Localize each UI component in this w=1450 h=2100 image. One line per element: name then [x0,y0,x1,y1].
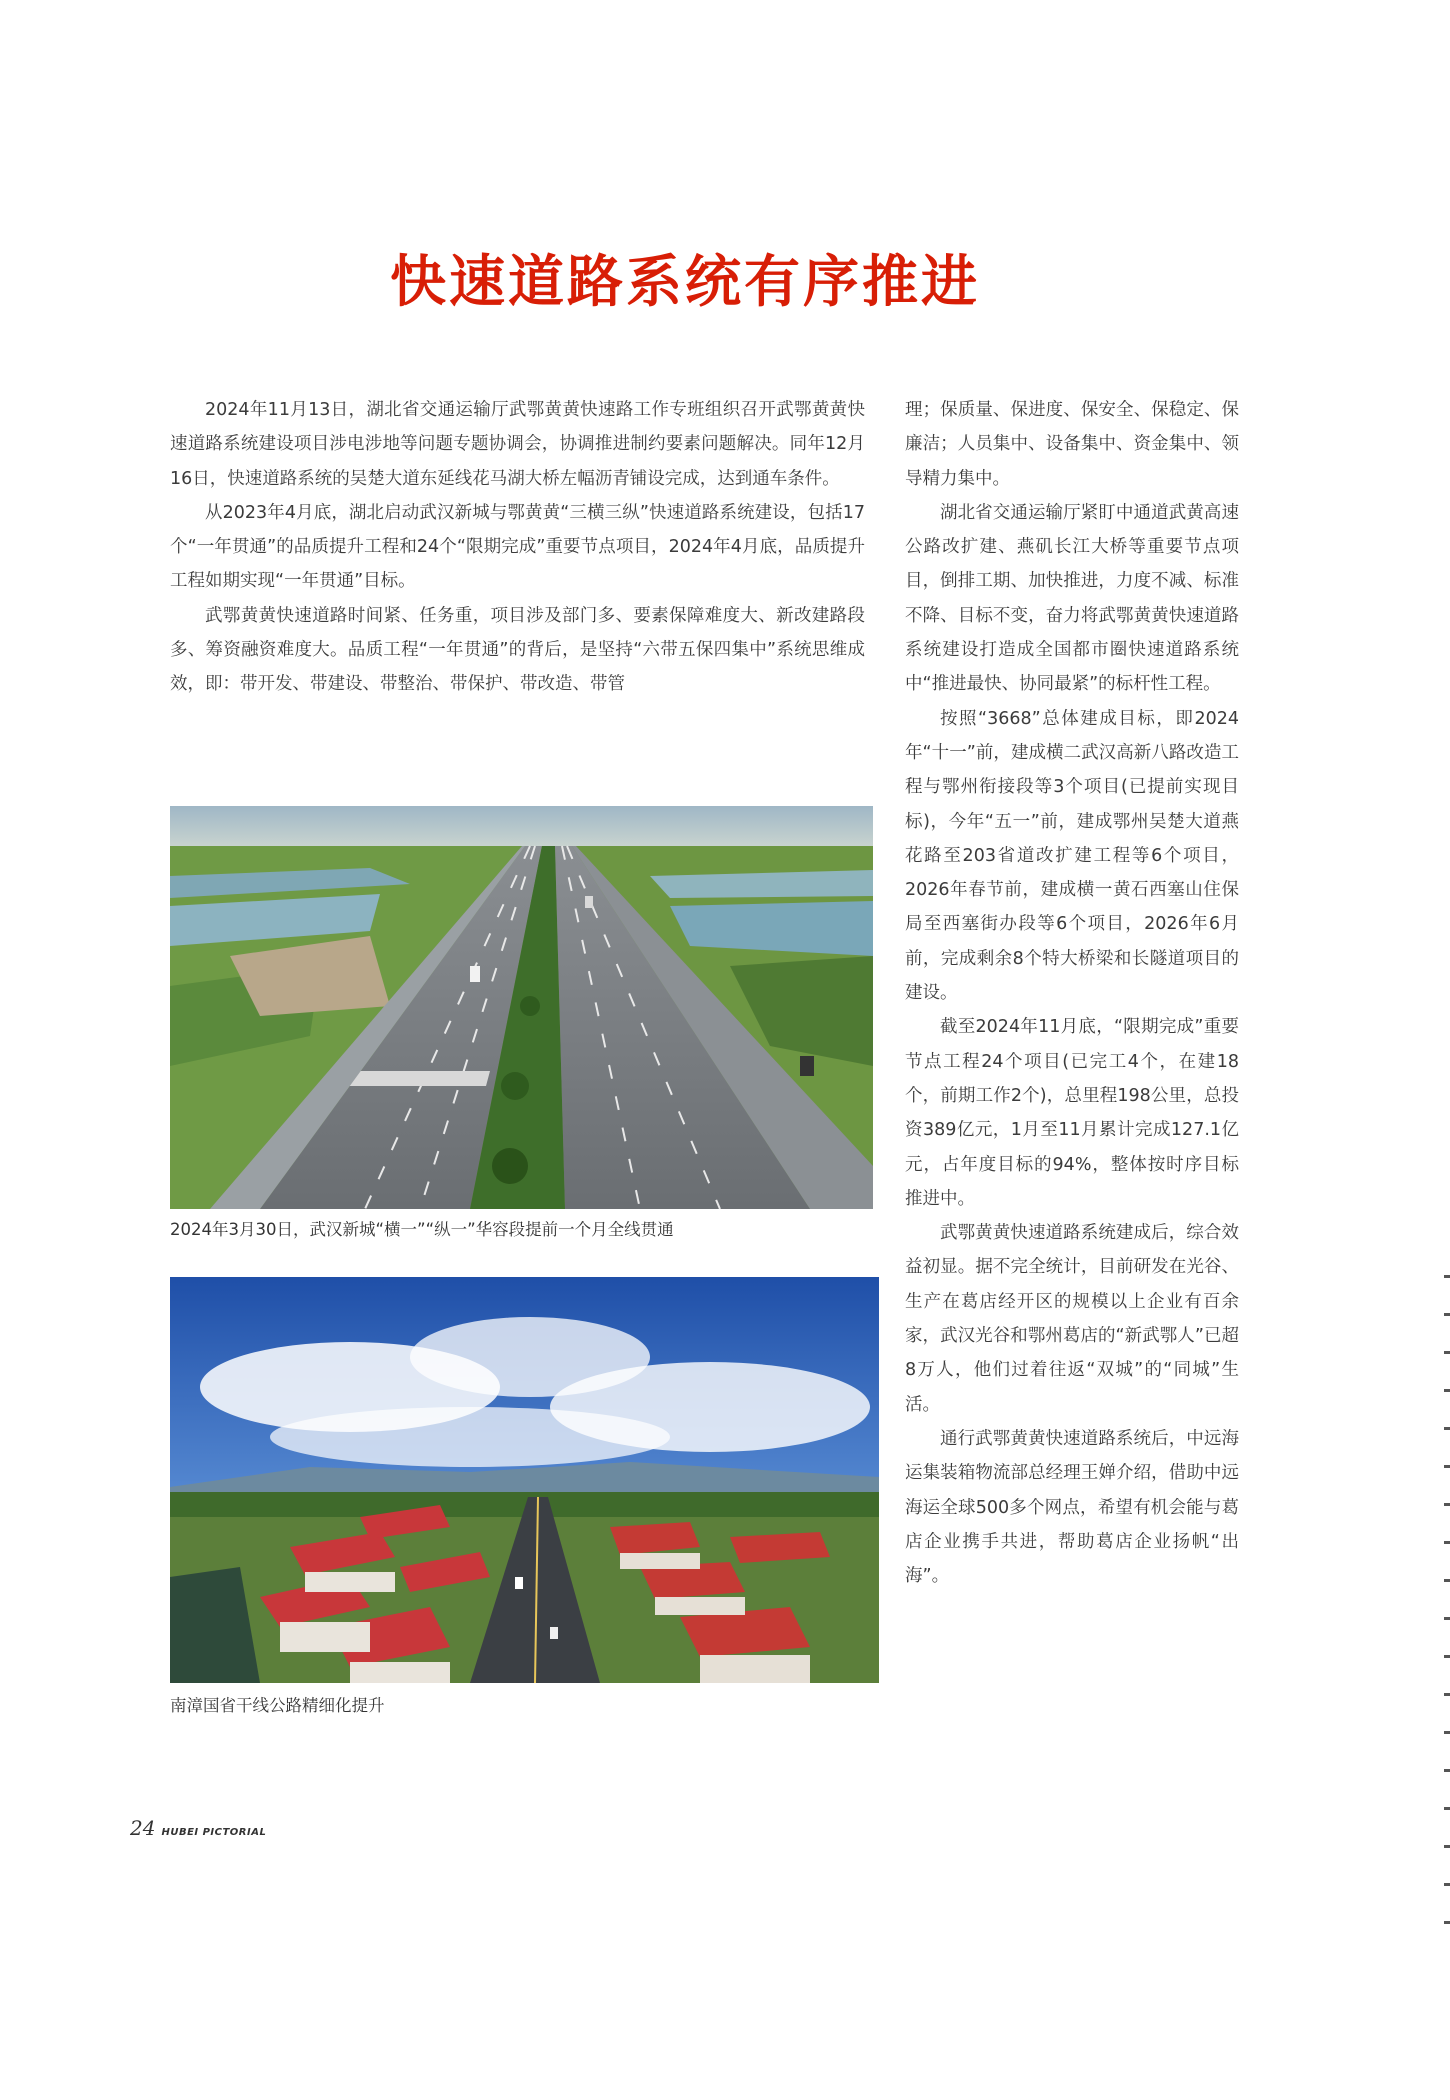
body-paragraph: 武鄂黄黄快速道路时间紧、任务重，项目涉及部门多、要素保障难度大、新改建路段多、筹资融资难度大。品质工程“一年贯通”的背后，是坚持“六带五保四集中”系统思维成效，即：带开发、带建设、带整治、带保护、带改造、带管 [170,605,865,695]
expressway-aerial-photo [170,806,873,1209]
page-number: 24 [130,1816,156,1840]
body-paragraph: 截至2024年11月底，“限期完成”重要节点工程24个项目(已完工4个，在建18个，前期工作2个)，总里程198公里，总投资389亿元，1月至11月累计完成127.1亿元，占年度目标的94%，整体按时序目标推进中。 [905,1017,1239,1209]
body-paragraph: 通行武鄂黄黄快速道路系统后，中远海运集装箱物流部总经理王婵介绍，借助中远海运全球500多个网点，希望有机会能与葛店企业携手共进，帮助葛店企业扬帆“出海”。 [905,1428,1239,1587]
body-paragraph: 从2023年4月底，湖北启动武汉新城与鄂黄黄“三横三纵”快速道路系统建设，包括17个“一年贯通”的品质提升工程和24个“限期完成”重要节点项目，2024年4月底，品质提升工程如期实现“一年贯通”目标。 [170,502,865,592]
photo-caption: 2024年3月30日，武汉新城“横一”“纵一”华容段提前一个月全线贯通 [170,1220,674,1239]
left-column [170,393,865,702]
body-paragraph: 武鄂黄黄快速道路系统建成后，综合效益初显。据不完全统计，目前研发在光谷、生产在葛店经开区的规模以上企业有百余家，武汉光谷和鄂州葛店的“新武鄂人”已超8万人，他们过着往返“双城”的“同城”生活。 [905,1223,1239,1415]
body-paragraph-continued: 理；保质量、保进度、保安全、保稳定、保廉洁；人员集中、设备集中、资金集中、领导精力集中。 [905,400,1239,489]
body-paragraph: 湖北省交通运输厅紧盯中通道武黄高速公路改扩建、燕矶长江大桥等重要节点项目，倒排工期、加快推进，力度不减、标准不降、目标不变，奋力将武鄂黄黄快速道路系统建设打造成全国都市圈快速道路系统中“推进最快、协同最紧”的标杆性工程。 [905,502,1239,695]
town-road-photo [170,1277,879,1683]
page-footer [130,1816,266,1840]
magazine-name: HUBEI PICTORIAL [161,1827,267,1838]
photo-caption: 南漳国省干线公路精细化提升 [170,1696,385,1715]
right-column [905,393,1239,1593]
page-edge-marks [1444,1275,1450,1925]
body-paragraph: 按照“3668”总体建成目标，即2024年“十一”前，建成横二武汉高新八路改造工程与鄂州衔接段等3个项目(已提前实现目标)，今年“五一”前，建成鄂州吴楚大道燕花路至203省道改扩建工程等6个项目，2026年春节前，建成横一黄石西塞山住保局至西塞街办段等6个项目，2026年6月前，完成剩余8个特大桥梁和长隧道项目的建设。 [905,708,1239,1004]
body-paragraph: 2024年11月13日，湖北省交通运输厅武鄂黄黄快速路工作专班组织召开武鄂黄黄快速道路系统建设项目涉电涉地等问题专题协调会，协调推进制约要素问题解决。同年12月16日，快速道路系统的吴楚大道东延线花马湖大桥左幅沥青铺设完成，达到通车条件。 [170,400,865,489]
article-title: 快速道路系统有序推进 [390,250,980,315]
